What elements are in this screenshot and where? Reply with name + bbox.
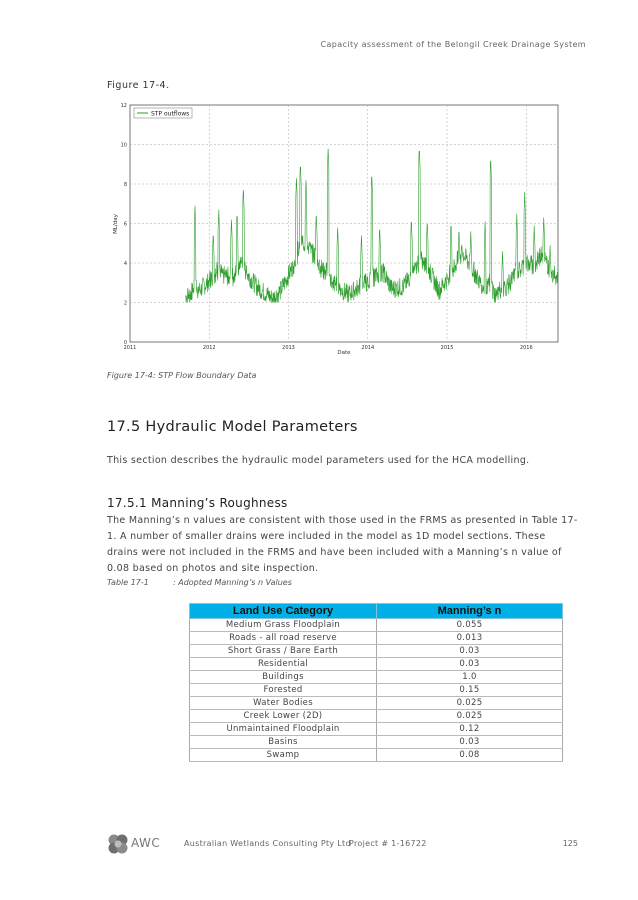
y-tick-label: 10	[120, 142, 127, 149]
mannings-n-cell: 0.03	[377, 658, 563, 671]
mannings-n-cell: 0.03	[377, 736, 563, 749]
mannings-table	[189, 603, 563, 762]
table-row	[190, 658, 563, 671]
stp-flow-chart	[105, 98, 565, 360]
table-caption-number: Table 17-1	[107, 578, 149, 587]
table-row	[190, 697, 563, 710]
land-use-cell: Medium Grass Floodplain	[190, 619, 377, 632]
table-row	[190, 749, 563, 762]
mannings-n-cell: 0.15	[377, 684, 563, 697]
section-intro: This section describes the hydraulic model parameters used for the HCA modelling.	[107, 455, 530, 466]
y-tick-label: 12	[120, 103, 127, 109]
table-row	[190, 645, 563, 658]
table-row	[190, 736, 563, 749]
x-tick-label: 2016	[519, 345, 533, 351]
table-row	[190, 619, 563, 632]
mannings-n-cell: 0.08	[377, 749, 563, 762]
mannings-n-cell: 0.025	[377, 697, 563, 710]
land-use-cell: Creek Lower (2D)	[190, 710, 377, 723]
y-tick-label: 4	[123, 261, 127, 267]
column-header: Land Use Category	[190, 604, 377, 619]
land-use-cell: Basins	[190, 736, 377, 749]
table-row	[190, 684, 563, 697]
y-axis-label: ML/day	[113, 214, 119, 234]
legend-label: STP outflows	[151, 110, 190, 118]
mannings-n-cell: 0.055	[377, 619, 563, 632]
x-tick-label: 2013	[282, 345, 295, 351]
legend	[134, 108, 192, 118]
table-row	[190, 710, 563, 723]
x-axis-label: Date	[337, 350, 351, 356]
x-tick-label: 2012	[202, 345, 216, 351]
mannings-n-cell: 0.025	[377, 710, 563, 723]
mannings-n-cell: 0.03	[377, 645, 563, 658]
mannings-n-cell: 0.12	[377, 723, 563, 736]
y-tick-label: 2	[123, 300, 127, 307]
logo-text: AWC	[131, 836, 161, 850]
mannings-n-cell: 0.013	[377, 632, 563, 645]
y-tick-label: 0	[123, 340, 127, 346]
x-tick-label: 2014	[361, 345, 375, 351]
land-use-cell: Unmaintained Floodplain	[190, 723, 377, 736]
land-use-cell: Roads - all road reserve	[190, 632, 377, 645]
mannings-n-cell: 1.0	[377, 671, 563, 684]
page-number: 125	[562, 839, 578, 848]
land-use-cell: Residential	[190, 658, 377, 671]
awc-logo-icon	[106, 832, 130, 856]
footer-company: Australian Wetlands Consulting Pty Ltd	[184, 839, 351, 848]
footer-project: Project # 1-16722	[349, 839, 427, 848]
land-use-cell: Short Grass / Bare Earth	[190, 645, 377, 658]
land-use-cell: Forested	[190, 684, 377, 697]
column-header: Manning’s n	[377, 604, 563, 619]
y-tick-label: 6	[123, 221, 127, 228]
table-row	[190, 723, 563, 736]
table-caption	[107, 578, 292, 587]
land-use-cell: Water Bodies	[190, 697, 377, 710]
x-tick-label: 2011	[123, 345, 137, 351]
y-tick-label: 8	[123, 182, 127, 188]
x-tick-label: 2015	[440, 345, 454, 351]
table-caption-text: : Adopted Manning’s n Values	[173, 578, 292, 587]
document-header: Capacity assessment of the Belongil Creek Drainage System	[320, 40, 586, 49]
figure-caption: Figure 17-4: STP Flow Boundary Data	[107, 371, 257, 380]
land-use-cell: Buildings	[190, 671, 377, 684]
subsection-heading: 17.5.1 Manning’s Roughness	[107, 496, 288, 510]
land-use-cell: Swamp	[190, 749, 377, 762]
subsection-body: The Manning’s n values are consistent with those used in the FRMS as presented in Table 17-1. A number of smaller drains were included in the model as 1D model sections. These drains were not included in the FRMS and have been included with a Manning’s n value of 0.08 based on photos and site inspection.	[107, 515, 578, 574]
figure-reference: Figure 17-4.	[107, 80, 170, 91]
table-row	[190, 671, 563, 684]
section-heading: 17.5 Hydraulic Model Parameters	[107, 419, 358, 435]
table-header-row	[190, 604, 563, 619]
table-row	[190, 632, 563, 645]
